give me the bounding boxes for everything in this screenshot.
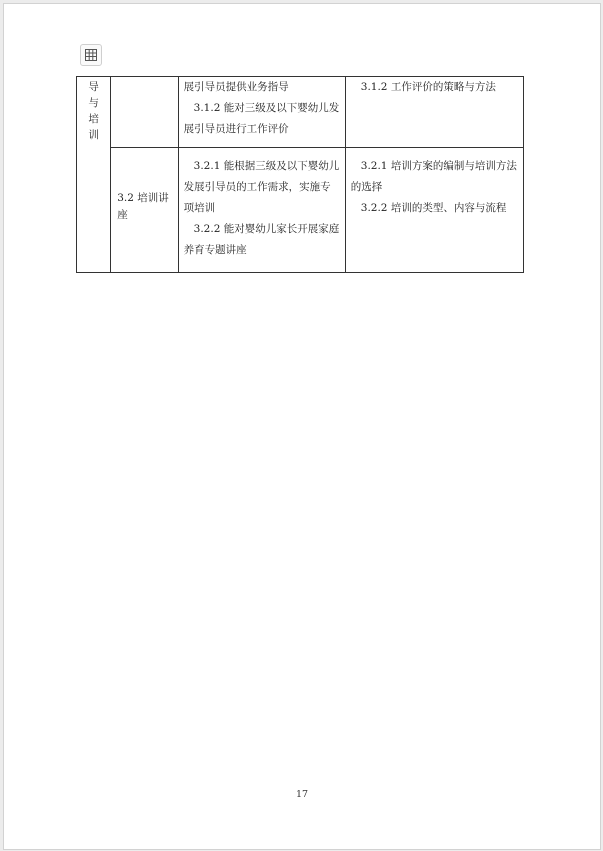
- ability-cell: [178, 148, 345, 273]
- subcategory-cell: [111, 77, 178, 148]
- category-cell: [77, 77, 111, 273]
- ability-cell: [178, 77, 345, 148]
- ability-text: 3.1.2 能对三级及以下婴幼儿发展引导员进行工作评价: [183, 102, 340, 135]
- category-char: 培: [88, 113, 99, 125]
- category-label: [77, 77, 110, 143]
- subcategory-text: 3.2 培训讲座: [117, 192, 169, 221]
- document-page: [3, 3, 601, 850]
- page-number: 17: [295, 789, 309, 800]
- knowledge-text: 3.2.2 培训的类型、内容与流程: [360, 202, 507, 214]
- subcategory-cell: [111, 148, 178, 273]
- table-select-icon[interactable]: [80, 44, 102, 66]
- competency-table: [76, 76, 524, 273]
- table-row: [77, 148, 524, 273]
- category-char: 训: [88, 129, 99, 141]
- knowledge-text: 3.1.2 工作评价的策略与方法: [360, 81, 496, 93]
- category-char: 与: [88, 97, 99, 109]
- ability-text: 3.2.1 能根据三级及以下婴幼儿发展引导员的工作需求，实施专项培训: [183, 160, 340, 214]
- ability-text: 3.2.2 能对婴幼儿家长开展家庭养育专题讲座: [183, 223, 340, 256]
- knowledge-cell: [345, 148, 523, 273]
- knowledge-cell: [345, 77, 523, 148]
- knowledge-text: 3.2.1 培训方案的编制与培训方法的选择: [350, 160, 517, 193]
- ability-text: 展引导员提供业务指导: [183, 81, 289, 93]
- table-row: [77, 77, 524, 148]
- category-char: 导: [88, 81, 99, 93]
